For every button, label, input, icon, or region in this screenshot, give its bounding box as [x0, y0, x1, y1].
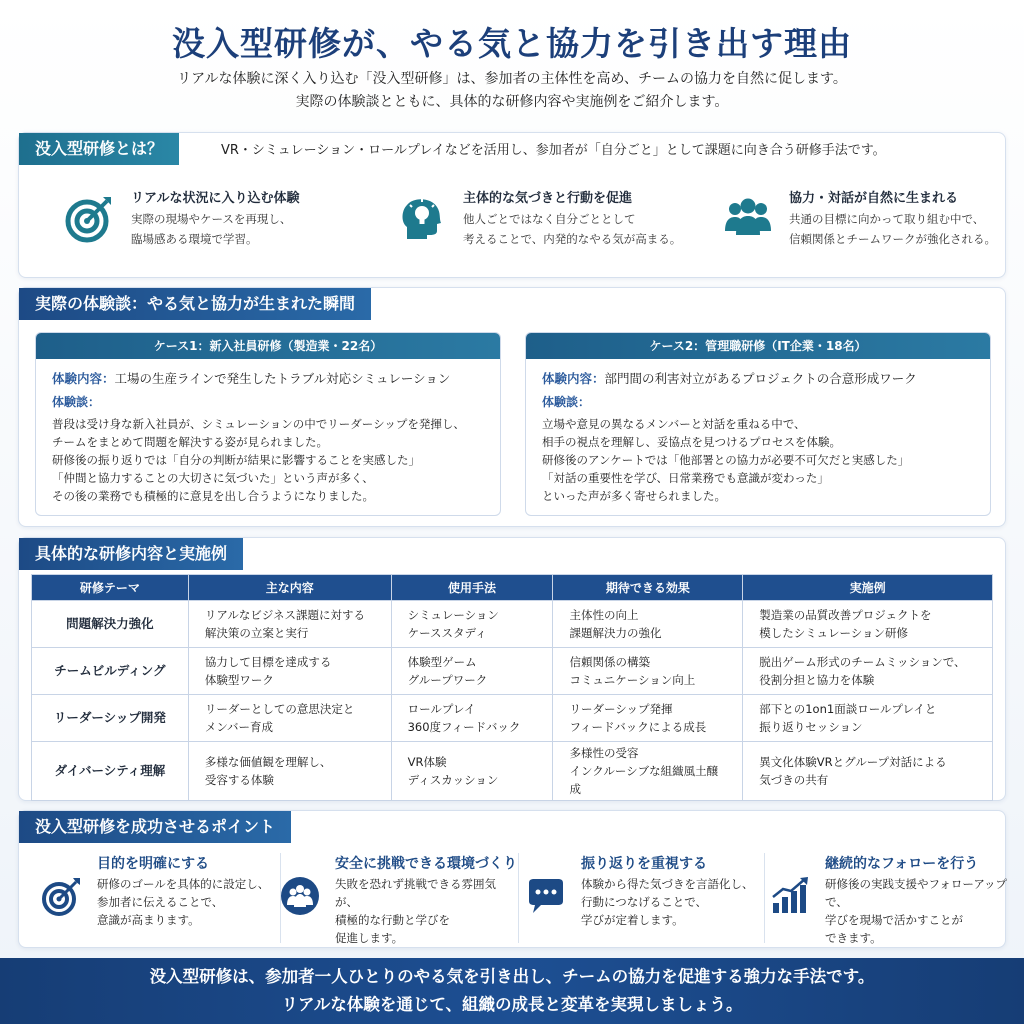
table-cell: [391, 742, 553, 801]
feature-title: 協力・対話が自然に生まれる: [789, 191, 959, 206]
section-tag: 没入型研修を成功させるポイント: [19, 811, 291, 843]
case-content-text: 工場の生産ラインで発生したトラブル対応シミュレーション: [114, 371, 451, 386]
table-cell-theme: [32, 648, 189, 695]
table-cell-line: シミュレーション: [407, 608, 499, 622]
table-cell-line: ケーススタディ: [407, 626, 487, 640]
table-cell-line: 多様性の受容: [569, 746, 639, 760]
point-desc-line: 意識が高まります。: [97, 913, 200, 927]
table-cell-line: 模したシミュレーション研修: [759, 626, 909, 640]
table-cell-line: 異文化体験VRとグループ対話による: [759, 755, 947, 769]
case-card: [525, 332, 991, 516]
table-cell-line: リアルなビジネス課題に対する: [204, 608, 366, 622]
shield-people-icon: [279, 875, 321, 917]
table-row: [32, 742, 993, 801]
table-cell: [553, 648, 743, 695]
table-cell-line: 主体性の向上: [569, 608, 639, 622]
table-cell-line: 多様な価値観を理解し、: [204, 755, 332, 769]
table-cell-line: 振り返りセッション: [759, 720, 863, 734]
point-desc-line: 体験から得た気づきを言語化し、: [581, 877, 754, 891]
feature-desc: [789, 209, 996, 249]
table-cell-line: 問題解決力強化: [66, 616, 154, 631]
chat-bubble-icon: [525, 875, 567, 917]
feature-title: 主体的な気づきと行動を促進: [463, 191, 633, 206]
case-story-line: といった声が多く寄せられました。: [542, 489, 726, 503]
subtitle-line: 実際の体験談とともに、具体的な研修内容や実施例をご紹介します。: [295, 94, 729, 110]
point-desc-line: 研修のゴールを具体的に設定し、: [97, 877, 270, 891]
case-story-line: 立場や意見の異なるメンバーと対話を重ねる中で、: [542, 417, 806, 431]
table-cell-line: 信頼関係の構築: [569, 655, 650, 669]
case-story: [542, 415, 909, 505]
feature-desc-line: 考えることで、内発的なやる気が高まる。: [463, 232, 682, 246]
target-icon: [65, 193, 115, 243]
point-title: 安全に挑戦できる環境づくり: [335, 856, 517, 872]
column-header: 期待できる効果: [553, 575, 743, 601]
page-subtitle: [0, 68, 1024, 114]
case-story-line: 相手の視点を理解し、妥協点を見つけるプロセスを体験。: [542, 435, 841, 449]
case-story-line: その後の業務でも積極的に意見を出し合うようになりました。: [52, 489, 374, 503]
case-story-line: 研修後のアンケートでは「他部署との協力が必要不可欠だと実感した」: [542, 453, 910, 467]
point-item: [41, 853, 281, 943]
growth-chart-icon: [769, 875, 811, 917]
table-row: [32, 648, 993, 695]
table-cell-line: チームビルディング: [54, 663, 166, 678]
case-story-label: 体験談：: [52, 395, 101, 409]
table-cell-line: メンバー育成: [204, 720, 274, 734]
point-desc: [825, 875, 1009, 947]
case-story: [52, 415, 465, 505]
table-row: [32, 695, 993, 742]
point-desc-line: 参加者に伝えることで、: [97, 895, 224, 909]
table-cell-line: 脱出ゲーム形式のチームミッションで、: [759, 655, 966, 669]
table-cell-line: インクルーシブな組織風土醸成: [569, 764, 719, 796]
point-title: 目的を明確にする: [97, 856, 209, 872]
table-cell: [188, 695, 391, 742]
footer-line: 没入型研修は、参加者一人ひとりのやる気を引き出し、チームの協力を促進する強力な手法です。: [149, 967, 875, 986]
programs-table: [31, 574, 993, 801]
feature-desc: [463, 209, 681, 249]
table-cell: [743, 648, 993, 695]
table-cell: [188, 648, 391, 695]
table-cell: [391, 648, 553, 695]
point-desc-line: 促進します。: [335, 931, 404, 945]
intro-panel: [18, 132, 1006, 278]
table-header-row: [32, 575, 993, 601]
column-header: 主な内容: [188, 575, 391, 601]
feature-desc: [131, 209, 291, 249]
table-cell: [391, 601, 553, 648]
subtitle-line: リアルな体験に深く入り込む「没入型研修」は、参加者の主体性を高め、チームの協力を自然に促します。: [177, 71, 847, 87]
table-cell-line: グループワーク: [407, 673, 488, 687]
feature-item: [397, 187, 717, 257]
programs-panel: [18, 537, 1006, 801]
point-title: 振り返りを重視する: [581, 856, 707, 872]
column-header: 実施例: [743, 575, 993, 601]
case-story-line: チームをまとめて問題を解決する姿が見られました。: [52, 435, 328, 449]
feature-title: リアルな状況に入り込む体験: [131, 191, 300, 206]
table-cell: [188, 601, 391, 648]
table-row: [32, 601, 993, 648]
case-content: [542, 369, 917, 387]
case-header: ケース2：管理職研修（IT企業・18名）: [526, 333, 990, 359]
people-group-icon: [723, 193, 773, 243]
table-cell-theme: [32, 695, 189, 742]
point-desc: [581, 875, 754, 929]
table-cell: [743, 742, 993, 801]
table-cell-line: 部下との1on1面談ロールプレイと: [759, 702, 937, 716]
feature-desc-line: 共通の目標に向かって取り組む中で、: [789, 212, 985, 226]
table-cell-line: 体験型ゲーム: [407, 655, 477, 669]
column-header: 研修テーマ: [32, 575, 189, 601]
table-cell-line: ロールプレイ: [407, 702, 476, 716]
table-cell: [391, 695, 553, 742]
table-cell-line: リーダーとしての意思決定と: [204, 702, 355, 716]
table-cell: [188, 742, 391, 801]
cases-panel: [18, 287, 1006, 527]
table-cell: [553, 695, 743, 742]
case-content-label: 体験内容：: [542, 371, 605, 386]
target-icon: [41, 875, 83, 917]
case-story-line: 研修後の振り返りでは「自分の判断が結果に影響することを実感した」: [52, 453, 420, 467]
table-cell-line: リーダーシップ発揮: [569, 702, 673, 716]
table-cell-line: 気づきの共有: [759, 773, 829, 787]
table-cell-line: コミュニケーション向上: [569, 673, 696, 687]
feature-desc-line: 他人ごとではなく自分ごととして: [463, 212, 636, 226]
table-cell-line: 製造業の品質改善プロジェクトを: [759, 608, 932, 622]
case-header: ケース1：新入社員研修（製造業・22名）: [36, 333, 500, 359]
table-cell-line: フィードバックによる成長: [569, 720, 707, 734]
footer-line: リアルな体験を通じて、組織の成長と変革を実現しましょう。: [281, 995, 743, 1014]
table-cell-line: 協力して目標を達成する: [204, 655, 332, 669]
case-story-label: 体験談：: [542, 395, 591, 409]
case-card: [35, 332, 501, 516]
point-desc-line: 失敗を恐れず挑戦できる雰囲気が、: [335, 877, 496, 909]
point-desc-line: 学びが定着します。: [581, 913, 684, 927]
table-cell-theme: [32, 601, 189, 648]
table-cell-line: ディスカッション: [407, 773, 499, 787]
point-item: [279, 853, 519, 943]
intro-description: VR・シミュレーション・ロールプレイなどを活用し、参加者が「自分ごと」として課題に向き合う研修手法です。: [221, 143, 886, 158]
table-cell-line: 役割分担と協力を体験: [759, 673, 875, 687]
table-cell: [553, 742, 743, 801]
section-tag: 具体的な研修内容と実施例: [19, 538, 243, 570]
point-desc-line: 研修後の実践支援やフォローアップで、: [825, 877, 1008, 909]
point-desc-line: 学びを現場で活かすことが: [825, 913, 963, 927]
table-cell-line: 360度フィードバック: [407, 720, 521, 734]
point-title: 継続的なフォローを行う: [825, 856, 979, 872]
table-cell-line: リーダーシップ開発: [53, 710, 166, 725]
case-content-label: 体験内容：: [52, 371, 115, 386]
case-story-line: 普段は受け身な新入社員が、シミュレーションの中でリーダーシップを発揮し、: [52, 417, 465, 431]
case-content-text: 部門間の利害対立があるプロジェクトの合意形成ワーク: [604, 371, 917, 386]
page-title: 没入型研修が、やる気と協力を引き出す理由: [172, 24, 852, 63]
point-desc-line: 行動につなげることで、: [581, 895, 708, 909]
feature-desc-line: 実際の現場やケースを再現し、: [131, 212, 292, 226]
points-panel: [18, 810, 1006, 948]
table-cell-line: 体験型ワーク: [204, 673, 274, 687]
column-header: 使用手法: [391, 575, 553, 601]
point-item: [525, 853, 765, 943]
head-lightbulb-icon: [397, 193, 447, 243]
table-cell-line: ダイバーシティ理解: [54, 763, 166, 778]
table-cell: [743, 601, 993, 648]
feature-item: [65, 187, 385, 257]
point-item: [769, 853, 1009, 943]
feature-desc-line: 信頼関係とチームワークが強化される。: [789, 232, 996, 246]
case-story-line: 「対話の重要性を学び、日常業務でも意識が変わった」: [542, 471, 829, 485]
feature-item: [723, 187, 1024, 257]
table-cell-theme: [32, 742, 189, 801]
point-desc-line: できます。: [825, 931, 882, 945]
table-cell: [743, 695, 993, 742]
table-cell-line: 解決策の立案と実行: [204, 626, 309, 640]
feature-desc-line: 臨場感ある環境で学習。: [131, 232, 258, 246]
section-tag: 実際の体験談：やる気と協力が生まれた瞬間: [19, 288, 371, 320]
table-cell-line: 課題解決力の強化: [569, 626, 662, 640]
case-story-line: 「仲間と協力することの大切さに気づいた」という声が多く、: [52, 471, 374, 485]
table-cell-line: 受容する体験: [204, 773, 274, 787]
table-cell-line: VR体験: [407, 755, 447, 769]
table-cell: [553, 601, 743, 648]
point-desc: [97, 875, 269, 929]
case-content: [52, 369, 450, 387]
section-tag: 没入型研修とは？: [19, 133, 179, 165]
point-desc: [335, 875, 518, 947]
footer-banner: [0, 958, 1024, 1024]
point-desc-line: 積極的な行動と学びを: [335, 913, 450, 927]
